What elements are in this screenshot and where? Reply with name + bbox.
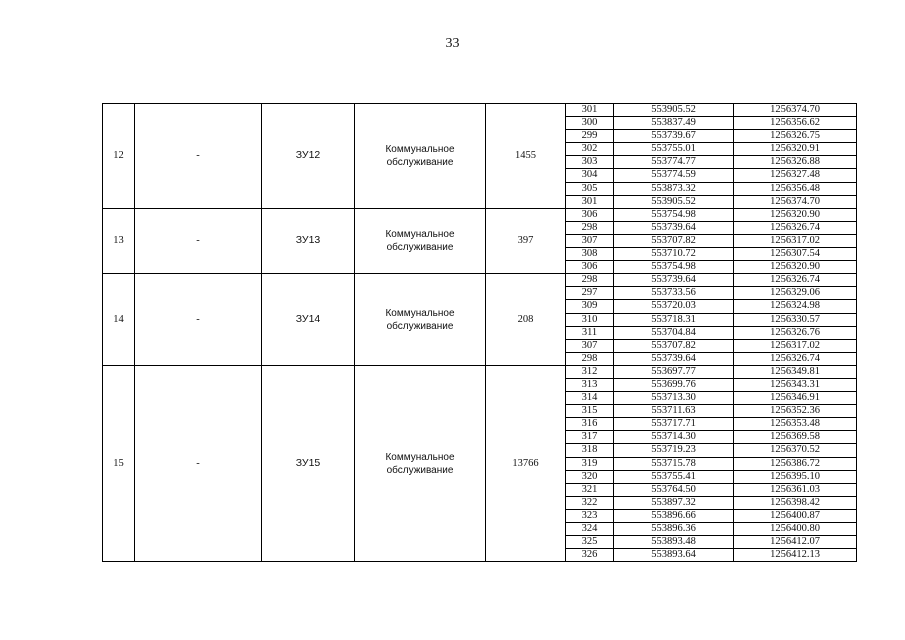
coord-y: 1256320.90 xyxy=(734,261,857,274)
coord-x: 553896.66 xyxy=(614,509,734,522)
point-number: 315 xyxy=(566,405,614,418)
point-number: 300 xyxy=(566,117,614,130)
parcel-designation: ЗУ13 xyxy=(262,208,355,273)
coord-x: 553739.64 xyxy=(614,221,734,234)
existing-number: - xyxy=(135,208,262,273)
point-number: 303 xyxy=(566,156,614,169)
parcel-number: 13 xyxy=(103,208,135,273)
coord-x: 553739.64 xyxy=(614,274,734,287)
point-number: 306 xyxy=(566,208,614,221)
coord-x: 553764.50 xyxy=(614,483,734,496)
coord-x: 553713.30 xyxy=(614,392,734,405)
point-number: 311 xyxy=(566,326,614,339)
point-number: 318 xyxy=(566,444,614,457)
coord-y: 1256412.13 xyxy=(734,549,857,562)
table-row xyxy=(103,365,857,378)
coord-y: 1256326.74 xyxy=(734,221,857,234)
coord-x: 553893.48 xyxy=(614,536,734,549)
coord-y: 1256327.48 xyxy=(734,169,857,182)
table-row xyxy=(103,208,857,221)
point-number: 317 xyxy=(566,431,614,444)
parcel-area: 397 xyxy=(486,208,566,273)
point-number: 305 xyxy=(566,182,614,195)
point-number: 309 xyxy=(566,300,614,313)
coord-y: 1256412.07 xyxy=(734,536,857,549)
coord-y: 1256349.81 xyxy=(734,365,857,378)
point-number: 325 xyxy=(566,536,614,549)
coord-y: 1256395.10 xyxy=(734,470,857,483)
parcel-area: 13766 xyxy=(486,365,566,561)
point-number: 297 xyxy=(566,287,614,300)
parcel-designation: ЗУ15 xyxy=(262,365,355,561)
coord-x: 553717.71 xyxy=(614,418,734,431)
point-number: 301 xyxy=(566,195,614,208)
coord-x: 553711.63 xyxy=(614,405,734,418)
coord-y: 1256326.74 xyxy=(734,274,857,287)
coord-y: 1256326.88 xyxy=(734,156,857,169)
coord-x: 553707.82 xyxy=(614,339,734,352)
coord-y: 1256317.02 xyxy=(734,234,857,247)
coord-x: 553754.98 xyxy=(614,261,734,274)
coord-y: 1256353.48 xyxy=(734,418,857,431)
parcel-area: 208 xyxy=(486,274,566,366)
point-number: 321 xyxy=(566,483,614,496)
point-number: 313 xyxy=(566,378,614,391)
point-number: 307 xyxy=(566,234,614,247)
coord-x: 553755.41 xyxy=(614,470,734,483)
coord-x: 553697.77 xyxy=(614,365,734,378)
point-number: 310 xyxy=(566,313,614,326)
table-row xyxy=(103,274,857,287)
existing-number: - xyxy=(135,365,262,561)
point-number: 302 xyxy=(566,143,614,156)
coord-x: 553714.30 xyxy=(614,431,734,444)
permitted-use: Коммунальное обслуживание xyxy=(355,365,486,561)
point-number: 304 xyxy=(566,169,614,182)
coord-y: 1256324.98 xyxy=(734,300,857,313)
coord-x: 553896.36 xyxy=(614,523,734,536)
coord-x: 553733.56 xyxy=(614,287,734,300)
point-number: 298 xyxy=(566,221,614,234)
coord-y: 1256398.42 xyxy=(734,496,857,509)
coord-y: 1256326.76 xyxy=(734,326,857,339)
point-number: 322 xyxy=(566,496,614,509)
permitted-use: Коммунальное обслуживание xyxy=(355,104,486,209)
point-number: 324 xyxy=(566,523,614,536)
coord-x: 553715.78 xyxy=(614,457,734,470)
point-number: 308 xyxy=(566,248,614,261)
coord-y: 1256400.80 xyxy=(734,523,857,536)
coord-x: 553837.49 xyxy=(614,117,734,130)
coord-x: 553718.31 xyxy=(614,313,734,326)
coord-x: 553710.72 xyxy=(614,248,734,261)
point-number: 298 xyxy=(566,352,614,365)
coord-y: 1256320.90 xyxy=(734,208,857,221)
point-number: 323 xyxy=(566,509,614,522)
point-number: 306 xyxy=(566,261,614,274)
parcel-area: 1455 xyxy=(486,104,566,209)
coord-y: 1256374.70 xyxy=(734,104,857,117)
coord-y: 1256374.70 xyxy=(734,195,857,208)
point-number: 312 xyxy=(566,365,614,378)
coord-y: 1256329.06 xyxy=(734,287,857,300)
point-number: 314 xyxy=(566,392,614,405)
coord-x: 553774.77 xyxy=(614,156,734,169)
coord-x: 553905.52 xyxy=(614,195,734,208)
permitted-use: Коммунальное обслуживание xyxy=(355,274,486,366)
coord-x: 553897.32 xyxy=(614,496,734,509)
coord-y: 1256356.48 xyxy=(734,182,857,195)
coord-y: 1256369.58 xyxy=(734,431,857,444)
coord-x: 553739.67 xyxy=(614,130,734,143)
point-number: 319 xyxy=(566,457,614,470)
coord-y: 1256307.54 xyxy=(734,248,857,261)
coord-x: 553739.64 xyxy=(614,352,734,365)
point-number: 316 xyxy=(566,418,614,431)
existing-number: - xyxy=(135,104,262,209)
coord-y: 1256317.02 xyxy=(734,339,857,352)
coord-x: 553704.84 xyxy=(614,326,734,339)
coord-x: 553720.03 xyxy=(614,300,734,313)
coord-x: 553873.32 xyxy=(614,182,734,195)
coord-x: 553754.98 xyxy=(614,208,734,221)
coord-x: 553699.76 xyxy=(614,378,734,391)
point-number: 299 xyxy=(566,130,614,143)
coord-x: 553719.23 xyxy=(614,444,734,457)
parcel-designation: ЗУ12 xyxy=(262,104,355,209)
coord-x: 553707.82 xyxy=(614,234,734,247)
coord-x: 553755.01 xyxy=(614,143,734,156)
parcel-number: 14 xyxy=(103,274,135,366)
coord-y: 1256356.62 xyxy=(734,117,857,130)
coord-y: 1256330.57 xyxy=(734,313,857,326)
coord-y: 1256343.31 xyxy=(734,378,857,391)
coord-x: 553905.52 xyxy=(614,104,734,117)
parcel-designation: ЗУ14 xyxy=(262,274,355,366)
coord-y: 1256320.91 xyxy=(734,143,857,156)
coord-y: 1256326.75 xyxy=(734,130,857,143)
point-number: 307 xyxy=(566,339,614,352)
coordinates-table xyxy=(102,103,857,562)
point-number: 301 xyxy=(566,104,614,117)
permitted-use: Коммунальное обслуживание xyxy=(355,208,486,273)
coord-y: 1256386.72 xyxy=(734,457,857,470)
coord-y: 1256400.87 xyxy=(734,509,857,522)
coord-y: 1256346.91 xyxy=(734,392,857,405)
page-number: 33 xyxy=(445,36,460,51)
existing-number: - xyxy=(135,274,262,366)
parcel-number: 12 xyxy=(103,104,135,209)
coord-x: 553774.59 xyxy=(614,169,734,182)
parcel-number: 15 xyxy=(103,365,135,561)
coord-y: 1256361.03 xyxy=(734,483,857,496)
coord-x: 553893.64 xyxy=(614,549,734,562)
point-number: 298 xyxy=(566,274,614,287)
table-row xyxy=(103,104,857,117)
coord-y: 1256370.52 xyxy=(734,444,857,457)
coord-y: 1256326.74 xyxy=(734,352,857,365)
coord-y: 1256352.36 xyxy=(734,405,857,418)
point-number: 320 xyxy=(566,470,614,483)
point-number: 326 xyxy=(566,549,614,562)
